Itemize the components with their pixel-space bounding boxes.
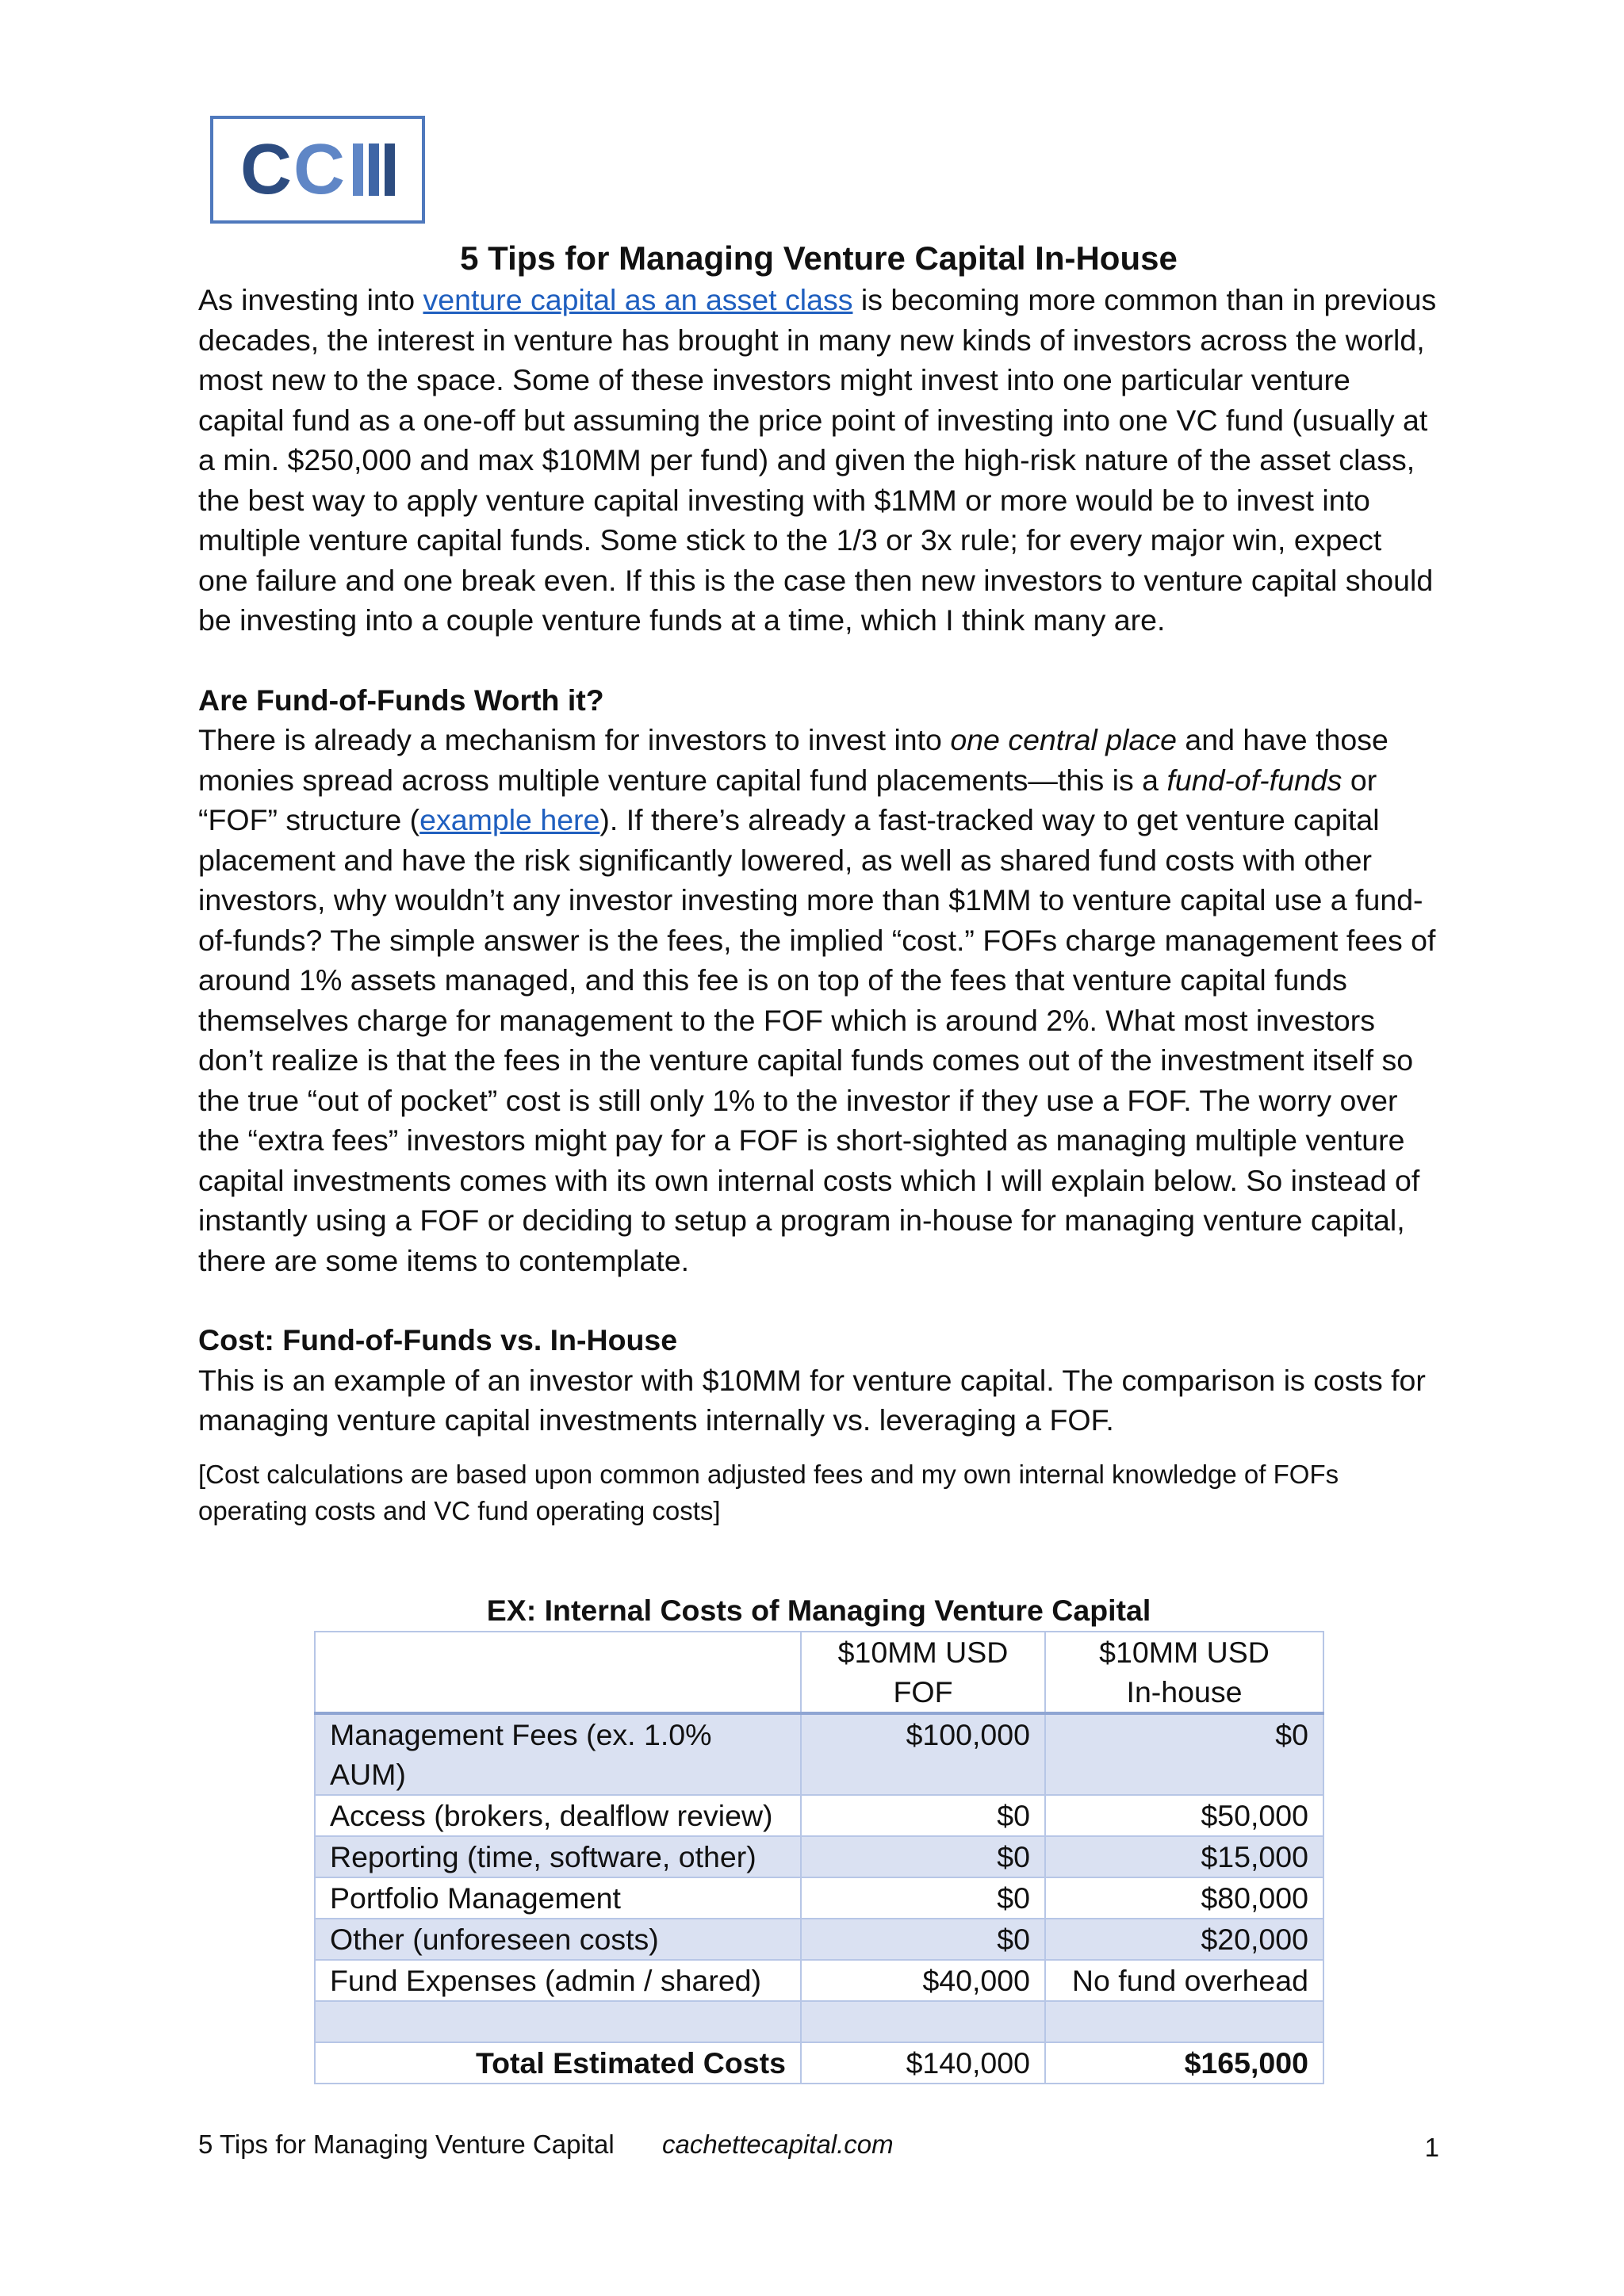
table-header-cell: $10MM USD In-house (1045, 1632, 1323, 1713)
example-here-link[interactable]: example here (419, 803, 600, 836)
table-cell: $50,000 (1045, 1795, 1323, 1836)
table-cell (801, 2001, 1045, 2042)
fof-emphasis-2: fund-of-funds (1166, 763, 1342, 797)
fof-text-4: ). If there’s already a fast-tracked way to get venture capital placement and have the risk significantly lowered, as well as shared fund costs with other investors, why wouldn’t any investor investing more than $1MM to venture capital use a fund-of-funds? The simple answer is the fees, the implied “cost.” FOFs charge management fees of around 1% assets managed, and this fee is on top of the fees that venture capital funds themselves charge for management to the FOF which is around 2%. What most investors don’t realize is that the fees in the venture capital funds comes out of the investment itself so the true “out of pocket” cost is still only 1% to the investor if they use a FOF. The worry over the “extra fees” investors might pay for a FOF is short-sighted as managing multiple venture capital investments comes with its own internal costs which I will explain below. So instead of instantly using a FOF or deciding to setup a program in-house for managing venture capital, there are some items to contemplate. (198, 803, 1436, 1277)
table-row (315, 1795, 1323, 1836)
table-total-row (315, 2042, 1323, 2084)
table-cell: Portfolio Management (315, 1877, 801, 1919)
company-logo (210, 116, 425, 224)
table-row (315, 1919, 1323, 1960)
table-cell: $15,000 (1045, 1836, 1323, 1877)
table-cell (315, 2001, 801, 2042)
intro-text-end: is becoming more common than in previous decades, the interest in venture has brought in many new kinds of investors across the world, most new to the space. Some of these investors might invest into one particular venture capital fund as a one-off but assuming the price point of investing into one VC fund (usually at a min. $250,000 and max $10MM per fund) and given the high-risk nature of the asset class, the best way to apply venture capital investing with $1MM or more would be to invest into multiple venture capital funds. Some stick to the 1/3 or 3x rule; for every major win, expect one failure and one break even. If this is the case then new investors to venture capital should be investing into a couple venture funds at a time, which I think many are. (198, 283, 1437, 637)
table-cell: $80,000 (1045, 1877, 1323, 1919)
logo-bars-icon (353, 144, 395, 196)
table-cell: Other (unforeseen costs) (315, 1919, 801, 1960)
table-cell: Access (brokers, dealflow review) (315, 1795, 801, 1836)
table-cell: Management Fees (ex. 1.0% AUM) (315, 1713, 801, 1795)
total-label: Total Estimated Costs (315, 2042, 801, 2084)
table-cell: $100,000 (801, 1713, 1045, 1795)
fof-text-3: or “FOF” structure ( (198, 763, 1377, 836)
cost-note: [Cost calculations are based upon common adjusted fees and my own internal knowledge of FOFs operating costs and VC fund operating costs] (198, 1459, 1339, 1525)
table-cell: $0 (801, 1836, 1045, 1877)
table-cell: $0 (1045, 1713, 1323, 1795)
table-cell (1045, 2001, 1323, 2042)
table-row (315, 1713, 1323, 1795)
table-cell: $20,000 (1045, 1919, 1323, 1960)
table-row-empty (315, 2001, 1323, 2042)
article-body (198, 280, 1439, 1529)
table-cell: $0 (801, 1795, 1045, 1836)
footer-site: cachettecapital.com (662, 2130, 894, 2159)
intro-text-start: As investing into (198, 283, 423, 316)
logo-letter-c-light: C (293, 129, 347, 209)
fof-text-1: There is already a mechanism for investors to invest into (198, 723, 951, 756)
table-row (315, 1836, 1323, 1877)
total-fof: $140,000 (801, 2042, 1045, 2084)
table-cell: Reporting (time, software, other) (315, 1836, 801, 1877)
table-cell: $0 (801, 1877, 1045, 1919)
intro-paragraph (198, 280, 1439, 641)
logo-letter-c: C (240, 129, 293, 209)
table-header-cell: $10MM USD FOF (801, 1632, 1045, 1713)
table-header-row (315, 1632, 1323, 1713)
fof-heading: Are Fund-of-Funds Worth it? (198, 683, 604, 717)
table-row (315, 1960, 1323, 2001)
cost-table (314, 1631, 1324, 2084)
asset-class-link[interactable]: venture capital as an asset class (423, 283, 853, 316)
page-title: 5 Tips for Managing Venture Capital In-House (460, 239, 1178, 277)
table-header-cell (315, 1632, 801, 1713)
cost-heading: Cost: Fund-of-Funds vs. In-House (198, 1323, 678, 1357)
table-cell: $0 (801, 1919, 1045, 1960)
table-cell: No fund overhead (1045, 1960, 1323, 2001)
footer-title: 5 Tips for Managing Venture Capital (198, 2130, 615, 2159)
fof-emphasis-1: one central place (950, 723, 1177, 756)
cost-paragraph: This is an example of an investor with $10MM for venture capital. The comparison is costs for managing venture capital investments internally vs. leveraging a FOF. (198, 1363, 1426, 1437)
table-title: EX: Internal Costs of Managing Venture Capital (486, 1594, 1151, 1627)
table-row (315, 1877, 1323, 1919)
table-cell: Fund Expenses (admin / shared) (315, 1960, 801, 2001)
total-in-house: $165,000 (1045, 2042, 1323, 2084)
fof-paragraph (198, 720, 1439, 1280)
page-number: 1 (1424, 2133, 1439, 2162)
fof-text-2: and have those monies spread across multiple venture capital fund placements—this is a (198, 723, 1388, 797)
table-cell: $40,000 (801, 1960, 1045, 2001)
